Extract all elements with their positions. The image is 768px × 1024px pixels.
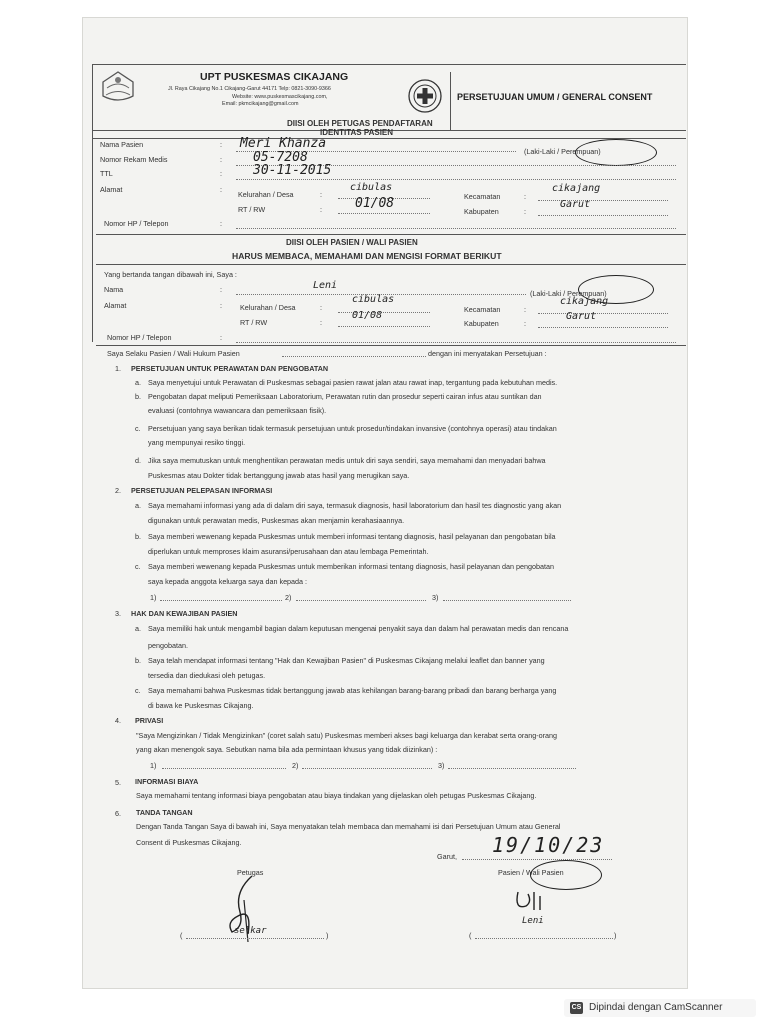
guardian-rt-value: 01/08: [352, 310, 383, 321]
section-2-family-2: 2): [285, 593, 292, 602]
undersigned-intro: Yang bertanda tangan dibawah ini, Saya :: [104, 270, 237, 279]
statement-part-a: Saya Selaku Pasien / Wali Hukum Pasien: [107, 349, 240, 358]
section-2-a-line2: digunakan untuk perawatan medis, Puskesmas akan menjamin kerahasiaannya.: [148, 516, 405, 525]
org-email: Email: pkmcikajang@gmail.com: [222, 101, 299, 107]
staff-section-heading: DIISI OLEH PETUGAS PENDAFTARAN: [287, 119, 433, 128]
section-3-a-line1: Saya memiliki hak untuk mengambil bagian dalam keputusan mengenai penyakit saya dan dalam hal perawatan medis dan rencana: [148, 624, 569, 633]
org-name: UPT PUSKESMAS CIKAJANG: [200, 71, 349, 83]
section-2-b-line1: Saya memberi wewenang kepada Puskesmas untuk memberi informasi tentang diagnosis, hasil pelayanan dan pengobatan bila: [148, 532, 556, 541]
camscanner-footer: [564, 999, 756, 1017]
guardian-gender-label: (Laki-Laki / Perempuan): [530, 289, 607, 298]
section-1-c-line1: Persetujuan yang saya berikan tidak termasuk persetujuan untuk prosedur/tindakan invansive (contohnya operasi) atau tindakan: [148, 424, 557, 433]
section-3-c-line1: Saya memahami bahwa Puskesmas tidak bertanggung jawab atas kehilangan barang-barang pribadi dan barang berharga yang: [148, 686, 557, 695]
section-4-name-3: 3): [438, 761, 445, 770]
header-divider: [450, 72, 451, 130]
section-2-family-3: 3): [432, 593, 439, 602]
org-address: Jl. Raya Cikajang No.1 Cikajang-Garut 44171 Telp: 0821-3090-9366: [168, 86, 331, 92]
guardian-name-label: Nama: [104, 285, 124, 294]
medical-record-label: Nomor Rekam Medis: [100, 155, 168, 164]
section-5-text: Saya memahami tentang informasi biaya pengobatan atau biaya tindakan yang dijelaskan oleh petugas Puskesmas Cikajang.: [136, 791, 537, 800]
rt-rw-label: RT / RW: [238, 205, 266, 214]
signature-place: Garut,: [437, 852, 457, 861]
rt-rw-value: 01/08: [355, 196, 395, 211]
patient-signature-icon: [512, 886, 552, 916]
section-3-title: HAK DAN KEWAJIBAN PASIEN: [131, 609, 238, 618]
section-4-line1: "Saya Mengizinkan / Tidak Mengizinkan" (coret salah satu) Puskesmas memberi akses bagi keluarga dan kerabat serta orang-orang: [136, 731, 557, 740]
patient-section-divider: [96, 234, 686, 235]
kelurahan-value: cibulas: [350, 182, 393, 193]
guardian-kecamatan-label: Kecamatan: [464, 305, 501, 314]
left-border: [92, 64, 93, 342]
section-3-number: 3.: [115, 609, 121, 618]
guardian-kecamatan-value: cikajang: [560, 296, 609, 307]
kabupaten-label: Kabupaten: [464, 207, 499, 216]
section-2-a-line1: Saya memahami informasi yang ada di dalam diri saya, termasuk diagnosis, hasil laboratorium dan hasil tes diagnostic yang akan: [148, 501, 562, 510]
officer-sign-line: [186, 938, 324, 939]
medical-record-value: 05-7208: [253, 150, 308, 165]
section-6-line1: Dengan Tanda Tangan Saya di bawah ini, Saya menyatakan telah membaca dan memahami isi dari Persetujuan Umum atau General: [136, 822, 561, 831]
section-2-title: PERSETUJUAN PELEPASAN INFORMASI: [131, 486, 273, 495]
section-3-b-line1: Saya telah mendapat informasi tentang "Hak dan Kewajiban Pasien" di Puskesmas Cikajang melalui leaflet dan banner yang: [148, 656, 545, 665]
section-2-c-line2: saya kepada anggota keluarga saya dan kepada :: [148, 577, 308, 586]
identity-heading: IDENTITAS PASIEN: [320, 128, 394, 137]
kecamatan-label: Kecamatan: [464, 192, 501, 201]
ttl-label: TTL: [100, 169, 113, 178]
section-3-a-line2: pengobatan.: [148, 641, 188, 650]
section-1-b-line2: evaluasi (contohnya wawancara dan pemeriksaan fisik).: [148, 406, 327, 415]
guardian-kabupaten-value: Garut: [566, 311, 597, 322]
section-2-c-line1: Saya memberi wewenang kepada Puskesmas untuk memberikan informasi tentang diagnosis, hasil pelayanan dan pengobatan: [148, 562, 554, 571]
section-5-number: 5.: [115, 778, 121, 787]
identity-divider: [92, 138, 686, 139]
officer-paren-open: (: [180, 931, 183, 940]
section-3-b-line2: tersedia dan diedukasi oleh petugas.: [148, 671, 266, 680]
section-4-number: 4.: [115, 716, 121, 725]
patient-name-value: Meri Khanza: [240, 136, 327, 151]
section-1-a: Saya menyetujui untuk Perawatan di Puskesmas sebagai pasien rawat jalan atau rawat inap, tergantung pada kebutuhan medis.: [148, 378, 558, 387]
section-1-d-line1: Jika saya memutuskan untuk menghentikan perawatan medis untuk diri saya sendiri, saya memahami dan menyadari bahwa: [148, 456, 546, 465]
guardian-phone-label: Nomor HP / Telepon: [107, 333, 172, 342]
section-1-d-line2: Puskesmas atau Dokter tidak bertanggung jawab atas hasil yang merugikan saya.: [148, 471, 410, 480]
officer-label: Petugas: [237, 868, 264, 877]
section-4-name-1: 1): [150, 761, 157, 770]
guardian-kelurahan-label: Kelurahan / Desa: [240, 303, 296, 312]
section-1-number: 1.: [115, 364, 121, 373]
section-2-number: 2.: [115, 486, 121, 495]
section-1-c-line2: yang mempunyai resiko tinggi.: [148, 438, 246, 447]
phone-label: Nomor HP / Telepon: [104, 219, 169, 228]
patient-sign-label: Pasien / Wali Pasien: [498, 868, 564, 877]
section-1-b-line1: Pengobatan dapat meliputi Pemeriksaan Laboratorium, Perawatan rutin dan prosedur seperti cairan infus atau suntikan dan: [148, 392, 542, 401]
kelurahan-label: Kelurahan / Desa: [238, 190, 294, 199]
section-6-title: TANDA TANGAN: [136, 808, 193, 817]
camscanner-icon: CS: [570, 1002, 583, 1014]
guardian-name-value: Leni: [313, 280, 338, 291]
header-top-border: [92, 64, 686, 65]
cikajang-logo-icon: [98, 68, 138, 106]
patient-section-instruction: HARUS MEMBACA, MEMAHAMI DAN MENGISI FORMAT BERIKUT: [232, 251, 502, 261]
section-3-c-line2: di bawa ke Puskesmas Cikajang.: [148, 701, 254, 710]
form-title: PERSETUJUAN UMUM / GENERAL CONSENT: [457, 92, 653, 102]
guardian-address-label: Alamat: [104, 301, 127, 310]
camscanner-text: Dipindai dengan CamScanner: [589, 1002, 723, 1013]
section-2-family-1: 1): [150, 593, 157, 602]
section-6-number: 6.: [115, 809, 121, 818]
section-5-title: INFORMASI BIAYA: [135, 777, 199, 786]
guardian-kelurahan-value: cibulas: [352, 294, 395, 305]
section-6-line2: Consent di Puskesmas Cikajang.: [136, 838, 242, 847]
patient-paren-close: ): [614, 931, 617, 940]
section-4-name-2: 2): [292, 761, 299, 770]
gender-selection-circle: [575, 139, 657, 166]
guardian-rt-label: RT / RW: [240, 318, 268, 327]
org-website: Website: www.puskesmascikajang.com,: [232, 94, 328, 100]
guardian-kabupaten-label: Kabupaten: [464, 319, 499, 328]
gender-option-label: (Laki-Laki / Perempuan): [524, 147, 601, 156]
ttl-value: 30-11-2015: [253, 163, 332, 178]
patient-paren-open: (: [469, 931, 472, 940]
section-4-line2: yang akan menengok saya. Sebutkan nama bila ada permintaan khusus yang tidak diizinkan) :: [136, 745, 438, 754]
kabupaten-value: Garut: [560, 199, 591, 210]
patient-sign-line: [475, 938, 613, 939]
section-2-b-line2: diperlukan untuk memproses klaim asuransi/perusahaan dan atau lembaga Pemerintah.: [148, 547, 429, 556]
patient-handwritten-name: Leni: [522, 916, 544, 926]
officer-paren-close: ): [326, 931, 329, 940]
patient-name-label: Nama Pasien: [100, 140, 144, 149]
signature-date: 19/10/23: [492, 833, 605, 857]
statement-part-b: dengan ini menyatakan Persetujuan :: [428, 349, 547, 358]
patient-section-heading: DIISI OLEH PASIEN / WALI PASIEN: [286, 238, 418, 247]
section-1-title: PERSETUJUAN UNTUK PERAWATAN DAN PENGOBATAN: [131, 364, 329, 373]
kecamatan-value: cikajang: [552, 183, 601, 194]
section-4-title: PRIVASI: [135, 716, 164, 725]
officer-handwritten-name: selkar: [234, 926, 267, 936]
puskesmas-emblem-icon: [407, 78, 443, 114]
address-label: Alamat: [100, 185, 123, 194]
